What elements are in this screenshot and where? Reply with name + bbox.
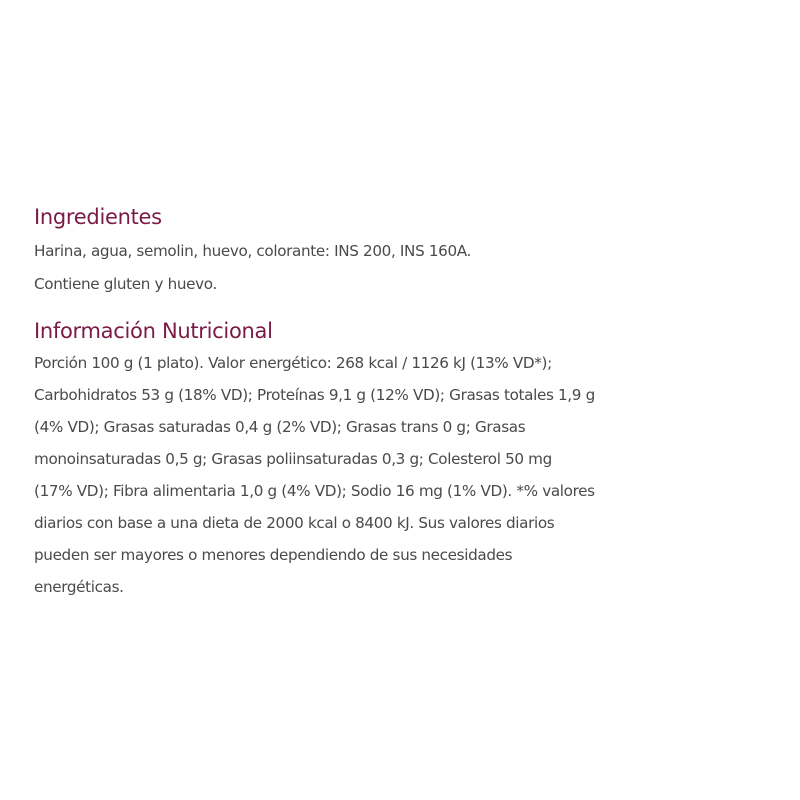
- nutrition-line: pueden ser mayores o menores dependiendo de sus necesidades: [34, 546, 513, 564]
- nutrition-line: (17% VD); Fibra alimentaria 1,0 g (4% VD); Sodio 16 mg (1% VD). *% valores: [34, 482, 595, 500]
- nutrition-line: monoinsaturadas 0,5 g; Grasas poliinsaturadas 0,3 g; Colesterol 50 mg: [34, 450, 552, 468]
- ingredients-line: Harina, agua, semolin, huevo, colorante: INS 200, INS 160A.: [34, 242, 472, 260]
- nutrition-line: (4% VD); Grasas saturadas 0,4 g (2% VD); Grasas trans 0 g; Grasas: [34, 418, 526, 436]
- ingredients-line: Contiene gluten y huevo.: [34, 275, 217, 293]
- ingredients-heading: Ingredientes: [34, 205, 162, 229]
- nutrition-line: Carbohidratos 53 g (18% VD); Proteínas 9,1 g (12% VD); Grasas totales 1,9 g: [34, 386, 595, 404]
- nutrition-line: Porción 100 g (1 plato). Valor energético: 268 kcal / 1126 kJ (13% VD*);: [34, 354, 552, 372]
- ingredients-text: [34, 235, 734, 301]
- nutrition-text: [34, 347, 724, 603]
- product-info: [34, 203, 734, 603]
- nutrition-line: diarios con base a una dieta de 2000 kcal o 8400 kJ. Sus valores diarios: [34, 514, 555, 532]
- nutrition-line: energéticas.: [34, 578, 124, 596]
- nutrition-heading: Información Nutricional: [34, 319, 273, 343]
